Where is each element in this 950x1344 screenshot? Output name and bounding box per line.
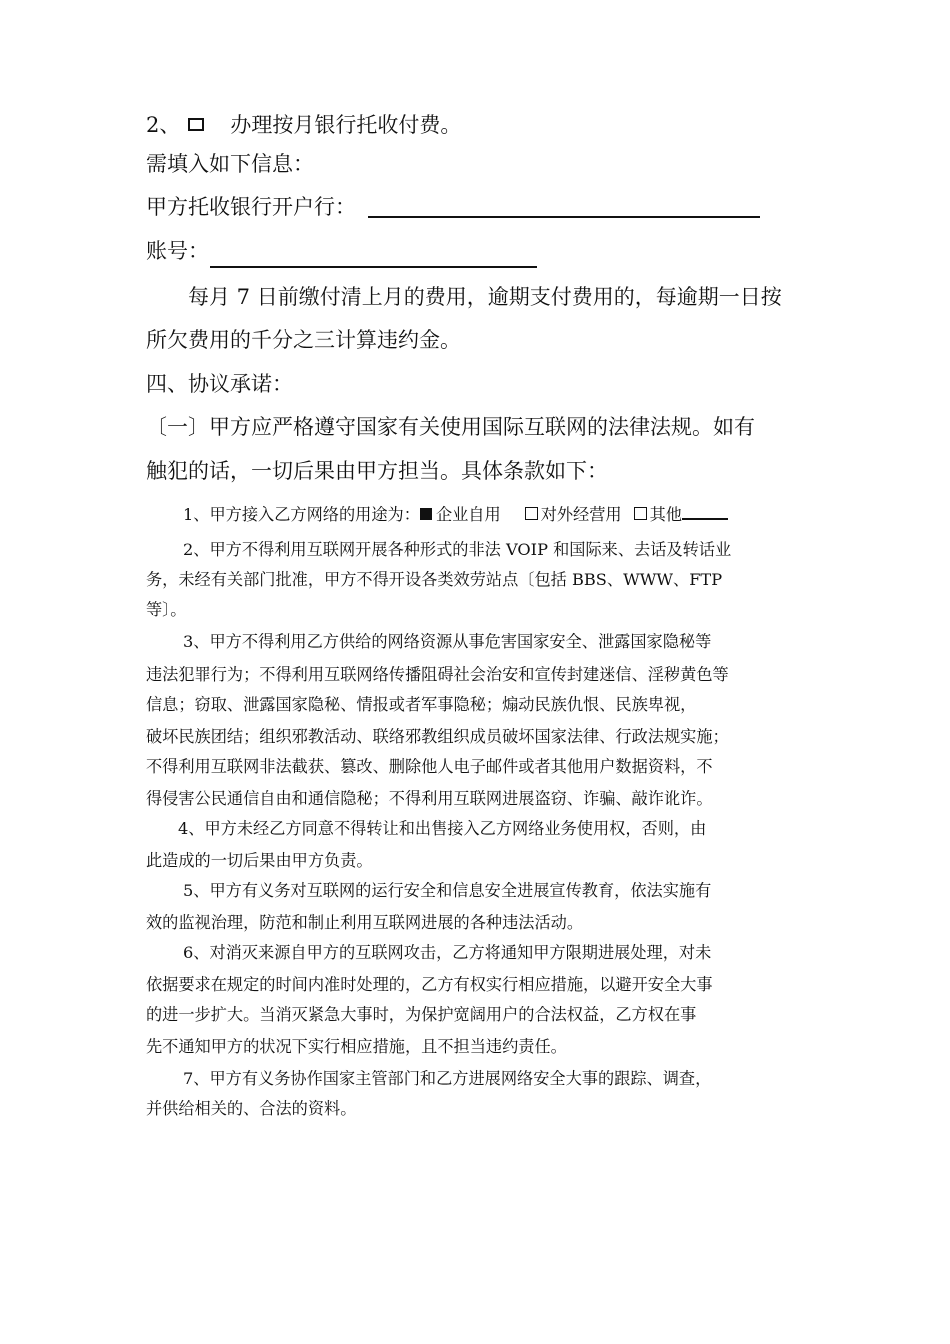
checkbox-empty-icon[interactable] [525, 507, 538, 520]
item-3-line-4: 破坏民族团结；组织邪教活动、联络邪教组织成员破坏国家法律、行政法规实施； [146, 727, 729, 746]
item-1-prefix: 1、甲方接入乙方网络的用途为： [183, 505, 420, 524]
item-6-line-2: 依据要求在规定的时间内准时处理的，乙方有权实行相应措施，以避开安全大事 [146, 975, 713, 994]
item-4-line-1: 4、甲方未经乙方同意不得转让和出售接入乙方网络业务使用权，否则，由 [178, 819, 707, 838]
item-3-line-6: 得侵害公民通信自由和通信隐秘；不得利用互联网进展盗窃、诈骗、敲诈讹诈。 [146, 789, 713, 808]
item-2-line-1: 2、甲方不得利用互联网开展各种形式的非法 VOIP 和国际来、去话及转话业 [183, 540, 732, 559]
item-1-line [183, 501, 728, 525]
option-2-text: 办理按月银行托收付费。 [230, 113, 462, 137]
section-4-title: 四、协议承诺： [146, 372, 293, 396]
item-1-option-1: 企业自用 [435, 505, 501, 524]
item-4-line-2: 此造成的一切后果由甲方负责。 [146, 851, 373, 870]
checkbox-empty-icon [188, 118, 204, 131]
item-3-line-1: 3、甲方不得利用乙方供给的网络资源从事危害国家安全、泄露国家隐秘等 [183, 632, 712, 651]
payment-line-2: 所欠费用的千分之三计算违约金。 [146, 328, 461, 352]
fill-intro: 需填入如下信息： [146, 152, 314, 176]
checkbox-empty-icon[interactable] [634, 507, 647, 520]
item-6-line-4: 先不通知甲方的状况下实行相应措施，且不担当违约责任。 [146, 1037, 567, 1056]
clause-1-line-1: 〔一〕甲方应严格遵守国家有关使用国际互联网的法律法规。如有 [146, 415, 755, 439]
item-1-option-3: 其他 [649, 505, 682, 524]
account-blank-line [210, 266, 537, 268]
account-label: 账号： [146, 239, 209, 263]
item-1-option-2: 对外经营用 [540, 505, 622, 524]
item-5-line-1: 5、甲方有义务对互联网的运行安全和信息安全进展宣传教育，依法实施有 [183, 881, 712, 900]
item-2-line-3: 等〕。 [146, 600, 187, 619]
option-2-prefix: 2、 [146, 113, 181, 137]
item-3-line-2: 违法犯罪行为；不得利用互联网络传播阻碍社会治安和宣传封建迷信、淫秽黄色等 [146, 665, 729, 684]
payment-line-1: 每月 7 日前缴付清上月的费用，逾期支付费用的，每逾期一日按 [188, 285, 782, 309]
item-6-line-3: 的进一步扩大。当消灭紧急大事时，为保护宽阔用户的合法权益，乙方权在事 [146, 1005, 697, 1024]
bank-label: 甲方托收银行开户行： [146, 195, 356, 219]
clause-1-line-2: 触犯的话，一切后果由甲方担当。具体条款如下： [146, 459, 608, 483]
item-7-line-2: 并供给相关的、合法的资料。 [146, 1099, 357, 1118]
item-2-line-2: 务，未经有关部门批准，甲方不得开设各类效劳站点〔包括 BBS、WWW、FTP [146, 570, 723, 589]
item-3-line-3: 信息；窃取、泄露国家隐秘、情报或者军事隐秘；煽动民族仇恨、民族卑视， [146, 695, 697, 714]
item-5-line-2: 效的监视治理，防范和制止利用互联网进展的各种违法活动。 [146, 913, 584, 932]
item-7-line-1: 7、甲方有义务协作国家主管部门和乙方进展网络安全大事的跟踪、调查， [183, 1069, 712, 1088]
item-3-line-5: 不得利用互联网非法截获、篡改、删除他人电子邮件或者其他用户数据资料，不 [146, 757, 713, 776]
checkbox-checked-icon[interactable] [420, 508, 432, 520]
bank-blank-line [368, 216, 760, 218]
other-blank-line [682, 504, 728, 520]
item-6-line-1: 6、对消灭来源自甲方的互联网攻击，乙方将通知甲方限期进展处理，对未 [183, 943, 712, 962]
option-2-line [146, 109, 461, 139]
